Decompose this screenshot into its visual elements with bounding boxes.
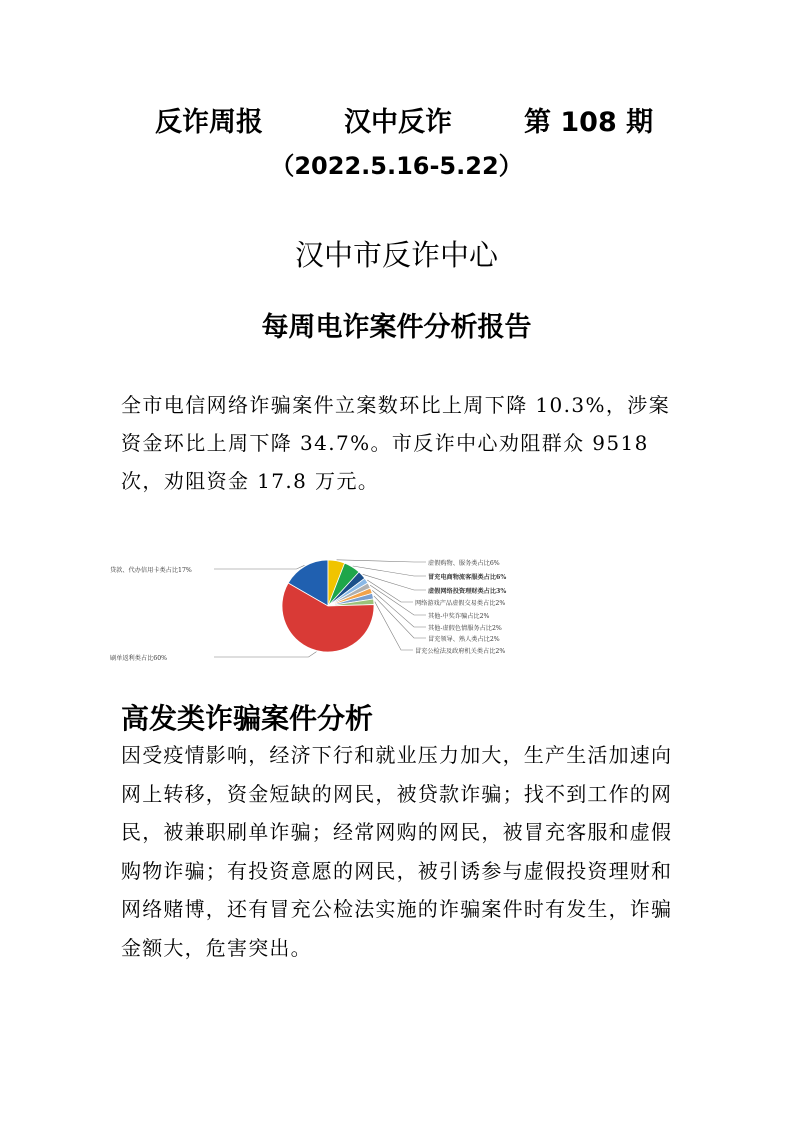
pie-chart-svg [110, 548, 530, 668]
pie-slice-label: 虚假购物、服务类占比6% [428, 560, 500, 567]
pie-slice-label: 网络游戏产品虚假交易类占比2% [415, 600, 506, 607]
analysis-paragraph: 因受疫情影响，经济下行和就业压力加大，生产生活加速向网上转移，资金短缺的网民，被贷款诈骗；找不到工作的网民，被兼职刷单诈骗；经常网购的网民，被冒充客服和虚假购物诈骗；有投资意愿的网民，被引诱参与虚假投资理财和网络赌博，还有冒充公检法实施的诈骗案件时有发生，诈骗金额大，危害突出。 [121, 743, 673, 960]
pie-slice-label: 刷单返利类占比60% [110, 655, 168, 662]
pie-slice-label: 冒充电商物流客服类占比6% [428, 574, 507, 581]
pie-slice-label: 冒充公检法及政府机关类占比2% [415, 648, 506, 655]
pie-leader-line [372, 590, 426, 627]
pie-slice-label: 虚假网络投资理财类占比3% [428, 588, 507, 595]
pie-slice-label: 其他-中奖诈骗占比2% [428, 613, 490, 620]
center-name: 汉中市反诈中心 [294, 238, 498, 272]
pie-chart [110, 548, 530, 668]
summary-paragraph: 全市电信网络诈骗案件立案数环比上周下降 10.3%，涉案资金环比上周下降 34.7%。市反诈中心劝阻群众 9518 次，劝阻资金 17.8 万元。 [121, 393, 671, 493]
pie-slice-label: 冒充领导、熟人类占比2% [428, 636, 500, 643]
org-label: 汉中反诈 [344, 107, 452, 138]
pie-leader-line [214, 565, 305, 569]
pie-leader-line [375, 602, 413, 650]
pie-leader-line [363, 574, 426, 590]
issue-label: 第 108 期 [524, 107, 654, 138]
pie-leader-line [214, 652, 317, 657]
section-heading: 高发类诈骗案件分析 [121, 702, 374, 735]
report-header [0, 100, 793, 136]
pie-leader-line [337, 560, 426, 562]
report-title: 每周电诈案件分析报告 [261, 312, 532, 343]
weekly-label: 反诈周报 [155, 107, 263, 138]
pie-slice-label: 其他-虚假色情服务占比2% [428, 625, 502, 632]
date-range: （2022.5.16-5.22） [270, 152, 523, 180]
pie-slice-label: 贷款、代办信用卡类占比17% [110, 567, 192, 574]
